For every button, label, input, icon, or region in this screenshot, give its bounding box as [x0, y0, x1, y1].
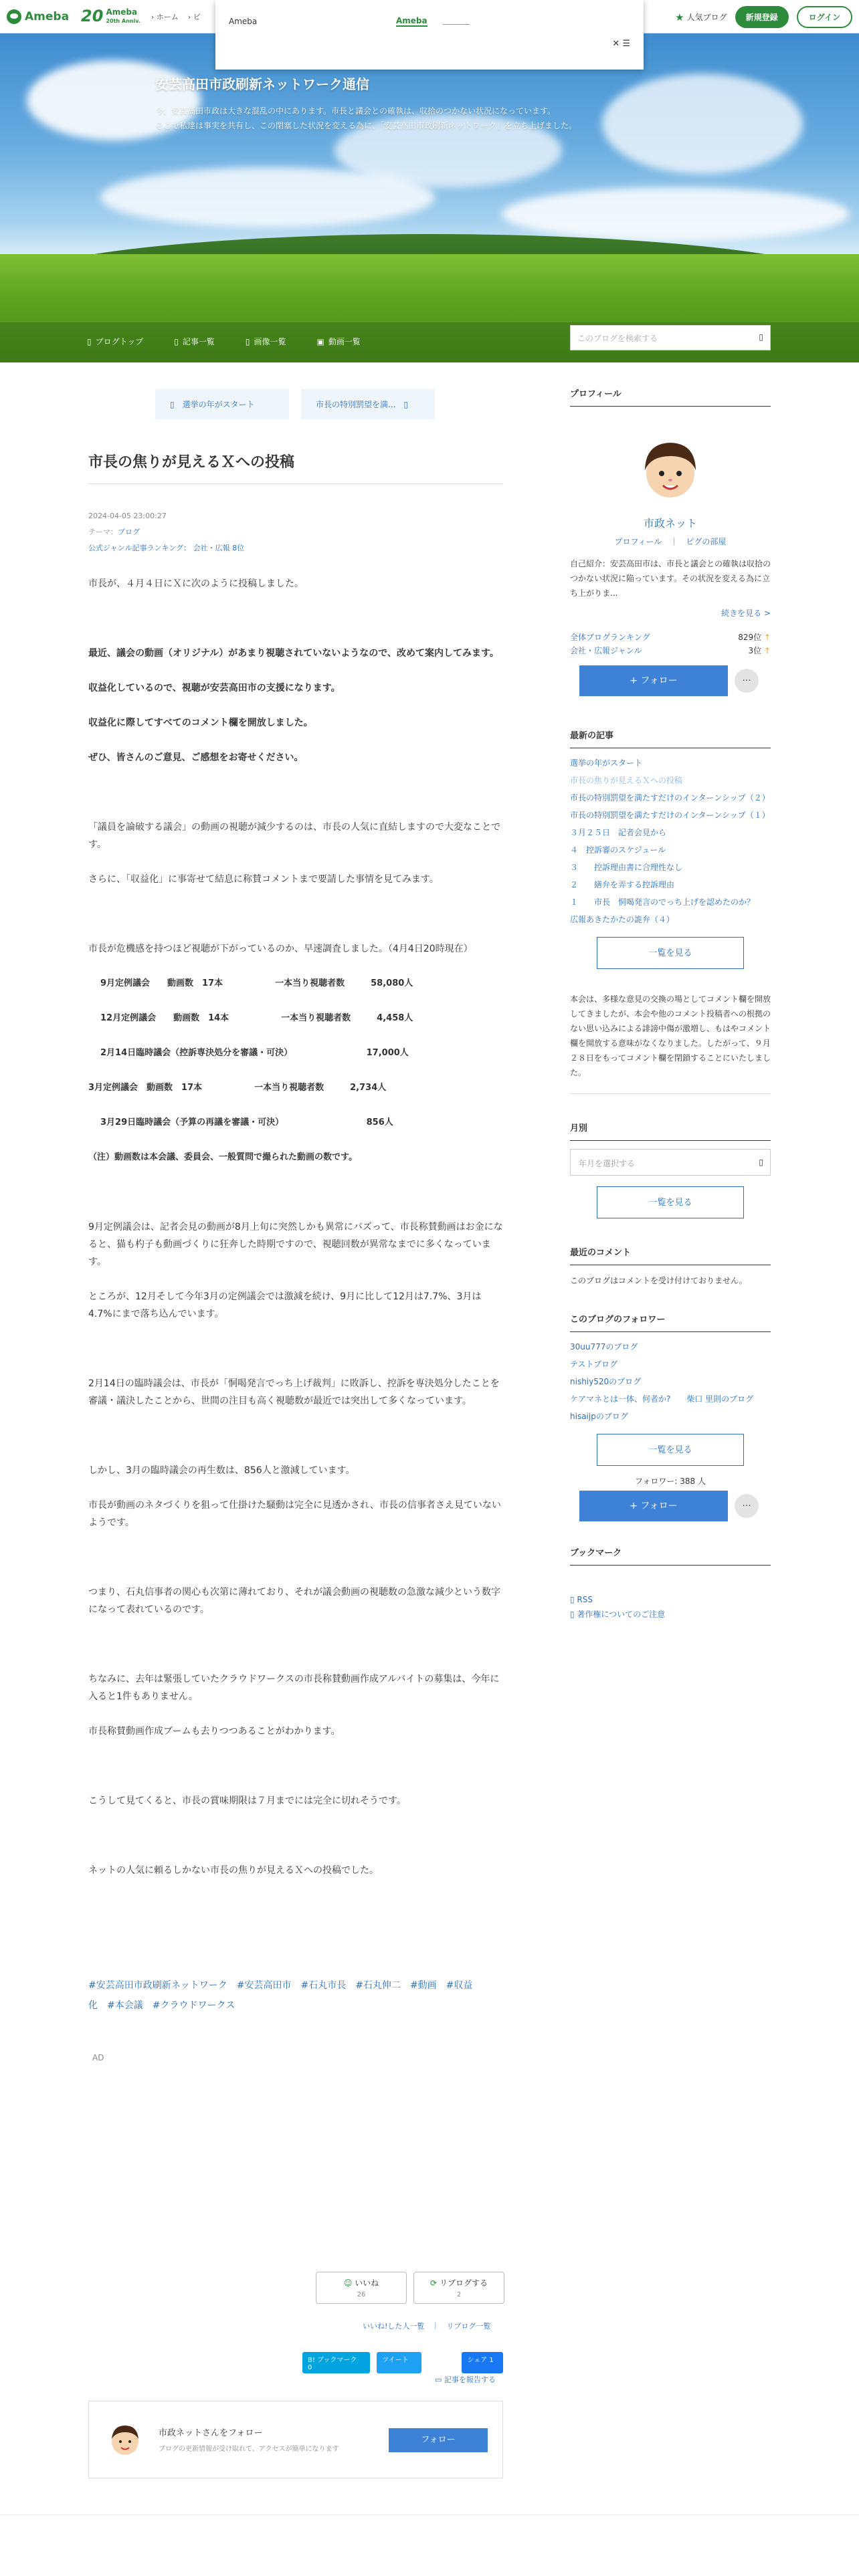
pigg-room-link[interactable]: ピグの部屋 — [686, 537, 727, 546]
footer-divider — [0, 2514, 859, 2515]
article-body — [88, 575, 503, 1879]
crumb-home[interactable]: › ホーム — [151, 12, 179, 21]
monthly-widget — [570, 1121, 771, 1218]
like-label: いいね — [355, 2278, 379, 2288]
recent-list-button[interactable]: 一覧を見る — [597, 937, 744, 969]
nav-images[interactable] — [246, 336, 286, 347]
quoted-post: 収益化に際してすべてのコメント欄を開放しました。 — [88, 718, 313, 728]
cloud — [100, 167, 435, 227]
monthly-heading: 月別 — [570, 1121, 771, 1141]
nav-label: 記事一覧 — [182, 337, 215, 346]
overall-ranking-value — [738, 631, 771, 644]
report-link[interactable] — [435, 2374, 496, 2385]
article-paragraph: 2月14日の臨時議会は、市長が「恫喝発言でっち上げ裁判」に敗訴し、控訴を専決処分したことを審議・議決したことから、世間の注目も高く視聴数が最近では突出して多くなっています。 — [88, 1378, 500, 1406]
like-list-link[interactable]: いいね!した人一覧 — [363, 2322, 425, 2331]
quoted-post: 最近、議会の動画（オリジナル）があまり視聴されていないようなので、改めて案内してみます。 — [88, 648, 499, 659]
like-count: 26 — [357, 2291, 366, 2298]
monthly-list-button[interactable]: 一覧を見る — [597, 1186, 744, 1218]
profile-heading: プロフィール — [570, 387, 771, 407]
ranking-genre-link[interactable]: 会社・広報 — [193, 544, 230, 552]
ad-divider — [443, 24, 470, 25]
recent-article-link[interactable]: ３月２５日 記者会見から — [570, 828, 667, 837]
search-icon[interactable]: ▯ — [759, 332, 763, 342]
recent-article-link[interactable]: 市長の特別罰望を満たすだけのインターンシップ（２） — [570, 793, 770, 802]
nav-videos[interactable] — [317, 336, 361, 347]
ranking-position[interactable]: 8位 — [232, 544, 245, 552]
article-paragraph: こうして見てくると、市長の賞味期限は７月までには完全に切れそうです。 — [88, 1796, 406, 1806]
article-paragraph: つまり、石丸信事者の関心も次第に薄れており、それが議会動画の視聴数の急激な減少という数字になって表れているのです。 — [88, 1587, 500, 1615]
nav-blog-top[interactable] — [87, 336, 143, 347]
bookmark-heading: ブックマーク — [570, 1545, 771, 1566]
popular-blogs-link[interactable] — [675, 11, 727, 23]
chevron-down-icon: ▯ — [759, 1158, 763, 1167]
follower-link[interactable]: nishiy520のブログ — [570, 1377, 642, 1386]
recent-comments-widget — [570, 1245, 771, 1288]
recent-article-link[interactable]: 市長の焦りが見えるＸへの投稿 — [570, 776, 683, 785]
article-pager — [155, 389, 435, 419]
ad-marker: AD — [92, 2053, 104, 2062]
reblog-label: リブログする — [439, 2278, 488, 2288]
recent-list — [570, 756, 771, 926]
article-paragraph: 「議員を論破する議会」の動画の視聴が減少するのは、市長の人気に直結しますので大変なことです。 — [88, 822, 500, 850]
logo-text: Ameba — [25, 9, 70, 23]
rss-icon: ▯ — [570, 1595, 577, 1604]
follower-link[interactable]: テストブログ — [570, 1360, 618, 1369]
quoted-post: 収益化しているので、視聴が安芸高田市の支援になります。 — [88, 683, 341, 693]
anniversary-number: 20 — [81, 7, 104, 25]
blog-description — [155, 104, 664, 133]
stats-row: 3月29日臨時議会（予算の再議を審議・可決） 856人 — [100, 1117, 393, 1128]
arrow-up-icon: ↑ — [763, 646, 771, 655]
stats-row: 9月定例議会 動画数 17本 一本当り視聴者数 58,080人 — [100, 978, 413, 988]
article-meta — [88, 508, 244, 556]
followers-follow — [579, 1491, 771, 1521]
follower-link[interactable]: 30uu777のブログ — [570, 1342, 638, 1352]
hashtag-line[interactable]: 化 #本会議 #クラウドワークス — [88, 2000, 235, 2011]
crumb-2-label: ピ — [193, 12, 201, 21]
stats-row: 3月定例議会 動画数 17本 一本当り視聴者数 2,734人 — [88, 1083, 387, 1093]
article-paragraph: 市長が、４月４日にＸに次のように投稿しました。 — [88, 578, 304, 589]
profile-more-link[interactable]: 続きを見る > — [721, 609, 771, 618]
article-paragraph: ところが、12月そして今年3月の定例議会では激減を続け、9月に比して12月は7.7%、3月は4.7%にまで落ち込んでいます。 — [88, 1291, 482, 1319]
profile-name[interactable]: 市政ネット — [643, 517, 697, 530]
follower-count: フォロワー: 388 人 — [635, 1477, 706, 1486]
genre-ranking-link[interactable]: 会社・広報ジャンル — [570, 646, 642, 655]
bookmark-widget — [570, 1545, 771, 1622]
follow-card-title: 市政ネットさんをフォロー — [159, 2428, 263, 2438]
login-button[interactable]: ログイン — [797, 6, 852, 28]
recent-heading: 最新の記事 — [570, 728, 771, 748]
sidebar — [570, 362, 771, 1622]
ameba-logo[interactable] — [7, 9, 69, 24]
hatena-bookmark-button[interactable]: B! ブックマーク 0 — [302, 2352, 370, 2373]
anniversary-logo[interactable] — [81, 8, 140, 25]
article-paragraph: 市長が危機感を持つほど視聴が下がっているのか、早速調査しました。（4月4日20時現在） — [88, 944, 473, 954]
quoted-post: ぜひ、皆さんのご意見、ご感想をお寄せください。 — [88, 752, 304, 763]
more-options-icon[interactable]: ··· — [735, 669, 759, 693]
comment-policy-note: 本会は、多様な意見の交換の場としてコメント欄を開放してきましたが、本会や他のコメント投稿者への根拠のない思い込みによる誹謗中傷が激増し、もはやコメント欄を開放する意味がなくなりました。したがって、９月２８日をもってコメント欄を閉鎖することにいたしました。 — [570, 992, 771, 1094]
article-paragraph: 市長称賛動画作成ブームも去りつつあることがわかります。 — [88, 1726, 341, 1737]
header-actions — [675, 6, 852, 28]
overall-rank-num: 829位 — [738, 633, 762, 642]
nav-label: ブログトップ — [95, 337, 144, 346]
stats-row: 2月14日臨時議会（控訴専決処分を審議・可決） 17,000人 — [100, 1048, 409, 1058]
ad-overlay[interactable] — [215, 0, 644, 70]
like-icon: ☺ — [343, 2278, 353, 2288]
article-date: 2024-04-05 23:00:27 — [88, 512, 167, 520]
register-button[interactable]: 新規登録 — [735, 6, 789, 28]
ranking-label[interactable]: 公式ジャンル記事ランキング： — [88, 544, 191, 552]
month-select[interactable] — [570, 1149, 771, 1176]
copyright-link[interactable]: 著作権についてのご注意 — [577, 1610, 666, 1619]
popular-label: 人気ブログ — [686, 13, 727, 22]
list-icon: ▯ — [174, 337, 179, 346]
genre-ranking-value — [748, 644, 771, 657]
month-placeholder: 年月を選択する — [579, 1159, 636, 1168]
follow-card-button[interactable]: フォロー — [389, 2428, 488, 2452]
comments-disabled-text: このブログはコメントを受け付けておりません。 — [570, 1276, 747, 1285]
prev-article-link[interactable]: ▯ 選挙の年がスタート — [155, 389, 289, 419]
blog-hero — [0, 33, 859, 362]
crumb-home-label: ホーム — [156, 12, 179, 21]
article-paragraph: 市長が動画のネタづくりを狙って仕掛けた騒動は完全に見透かされ、市長の信事者さえ見ていないようです。 — [88, 1500, 501, 1528]
recent-article-link[interactable]: 選挙の年がスタート — [570, 758, 643, 768]
theme-label: テーマ： — [88, 528, 118, 536]
blog-desc-line1: 今、安芸高田市政は大きな混乱の中にあります。市長と議会との確執は、収拾のつかない状況になっています。 — [155, 106, 556, 116]
stats-table — [88, 975, 503, 1166]
hashtag-list[interactable] — [88, 1975, 503, 2016]
follow-button-2[interactable]: + フォロー — [579, 1491, 728, 1521]
more-options-icon[interactable]: ··· — [735, 1494, 759, 1518]
tweet-button[interactable]: ツイート — [377, 2352, 421, 2373]
author-avatar[interactable] — [105, 2420, 145, 2460]
article-title[interactable]: 市長の焦りが見えるＸへの投稿 — [88, 451, 503, 484]
recent-article-link[interactable]: ３ 控訴理由書に合理性なし — [570, 863, 683, 872]
share-buttons — [302, 2352, 503, 2373]
document-icon: ▯ — [570, 1610, 577, 1619]
crumb-2[interactable]: › ピ — [187, 12, 201, 21]
anniversary-top: Ameba — [106, 7, 138, 17]
bookmark-links — [570, 1592, 771, 1622]
recent-article-link[interactable]: 広報あきたかたの詭弁（４） — [570, 915, 675, 924]
reaction-links: いいね!した人一覧 ｜ リブログ一覧 — [363, 2322, 491, 2331]
rss-link[interactable]: RSS — [577, 1595, 593, 1604]
ad-close-icon[interactable]: ✕ ☰ — [612, 39, 630, 49]
followers-widget — [570, 1312, 771, 1521]
breadcrumb — [151, 11, 201, 22]
recent-article-link[interactable]: ２ 繕弁を弄する控訴理由 — [570, 880, 675, 889]
prev-label: 選挙の年がスタート — [182, 400, 255, 409]
anniversary-sub: 20th Anniv. — [106, 17, 140, 24]
reaction-buttons — [316, 2272, 504, 2304]
followers-heading: このブログのフォロワー — [570, 1312, 771, 1332]
next-article-link[interactable]: 市長の特別罰望を満... ▯ — [301, 389, 435, 419]
ad-label: Ameba — [229, 17, 258, 26]
overall-ranking-link[interactable]: 全体ブログランキング — [570, 633, 650, 642]
crown-icon: ★ — [675, 11, 684, 23]
cloud — [502, 187, 850, 241]
reblog-count: 2 — [456, 2291, 462, 2298]
reblog-button[interactable] — [413, 2272, 504, 2304]
facebook-share-button[interactable]: シェア 1 — [462, 2352, 503, 2373]
article-paragraph: さらに、「収益化」に事寄せて結息に称賛コメントまで要請した事情を見てみます。 — [88, 874, 439, 885]
profile-avatar[interactable] — [634, 433, 707, 507]
reblog-list-link[interactable]: リブログ一覧 — [446, 2322, 491, 2331]
image-icon: ▯ — [245, 337, 250, 346]
followers-list-button[interactable]: 一覧を見る — [597, 1434, 744, 1466]
follow-card — [88, 2401, 503, 2478]
blog-search-input[interactable] — [570, 325, 771, 350]
next-label: 市長の特別罰望を満... — [316, 400, 396, 409]
theme-link[interactable]: ブログ — [118, 528, 140, 536]
book-icon: ▯ — [87, 337, 92, 346]
sidebar-follow-button[interactable]: + フォロー — [579, 665, 728, 696]
profile-widget — [570, 387, 771, 696]
genre-rank-num: 3位 — [748, 646, 762, 655]
report-label: 記事を報告する — [444, 2375, 496, 2384]
profile-link[interactable]: プロフィール — [614, 537, 662, 546]
blog-desc-line2: そこで私達は事実を共有し、この閉塞した状況を変える為に、「安芸高田市政刷新ネットワーク」を立ち上げました。 — [155, 121, 577, 130]
recent-article-link[interactable]: １ 市長 恫喝発言のでっち上げを認めたのか？ — [570, 897, 755, 907]
profile-links: プロフィール ｜ ピグの部屋 — [614, 537, 727, 546]
stats-row: 12月定例議会 動画数 14本 一本当り視聴者数 4,458人 — [100, 1013, 413, 1023]
profile-follow — [579, 665, 771, 696]
nav-label: 画像一覧 — [254, 337, 286, 346]
search-placeholder: このブログを検索する — [577, 334, 658, 343]
comments-heading: 最近のコメント — [570, 1245, 771, 1265]
recent-article-link[interactable]: ４ 控訴審のスケジュール — [570, 845, 666, 855]
profile-intro: 自己紹介：安芸高田市は、市長と議会との確執は収拾のつかない状況に陥っています。その状況を変える為に立ち上がりま... — [570, 559, 771, 598]
followers-list — [570, 1340, 771, 1423]
anniversary-text — [106, 8, 140, 25]
arrow-up-icon: ↑ — [763, 633, 771, 642]
blog-title[interactable]: 安芸高田市政刷新ネットワーク通信 — [155, 76, 369, 92]
like-button[interactable] — [316, 2272, 407, 2304]
article-paragraph: ネットの人気に頼るしかない市長の焦りが見えるＸへの投稿でした。 — [88, 1865, 379, 1876]
ad-brand-link[interactable]: Ameba — [396, 16, 427, 25]
report-icon: ▭ — [435, 2375, 444, 2384]
stats-note: （注）動画数は本会議、委員会、一般質問で撮られた動画の数です。 — [88, 1152, 357, 1162]
follower-link[interactable]: hisaijpのブログ — [570, 1412, 628, 1421]
article-paragraph: 9月定例議会は、記者会見の動画が8月上旬に突然しかも異常にバズって、市長称賛動画はお金になると、猫も杓子も動画づくりに狂奔した時期ですので、視聴回数が異常なまでに多くなっています。 — [88, 1222, 503, 1267]
follow-card-desc: ブログの更新情報が受け取れて、アクセスが簡単になります — [159, 2446, 339, 2453]
article-paragraph: しかし、3月の臨時議会の再生数は、856人と激減しています。 — [88, 1465, 355, 1476]
video-icon: ▣ — [316, 337, 324, 346]
recent-article-link[interactable]: 市長の特別罰望を満たすだけのインターンシップ（１） — [570, 811, 770, 820]
recent-articles-widget — [570, 728, 771, 1094]
follower-link[interactable]: ケアマネとは一体、何者か? 柴口 里則のブログ — [570, 1394, 754, 1404]
ranking-info — [570, 631, 771, 657]
article-paragraph: ちなみに、去年は緊張していたクラウドワークスの市長称賛動画作成アルバイトの募集は、今年に入ると1件もありません。 — [88, 1674, 500, 1702]
blog-nav — [87, 336, 361, 347]
nav-label: 動画一覧 — [328, 337, 361, 346]
hashtag-line[interactable]: #安芸高田市政刷新ネットワーク #安芸高田市 #石丸市長 #石丸伸二 #動画 #収益 — [88, 1980, 473, 1991]
reblog-icon: ⟳ — [430, 2278, 438, 2288]
nav-articles[interactable] — [174, 336, 215, 347]
ameba-frog-icon — [7, 9, 21, 24]
